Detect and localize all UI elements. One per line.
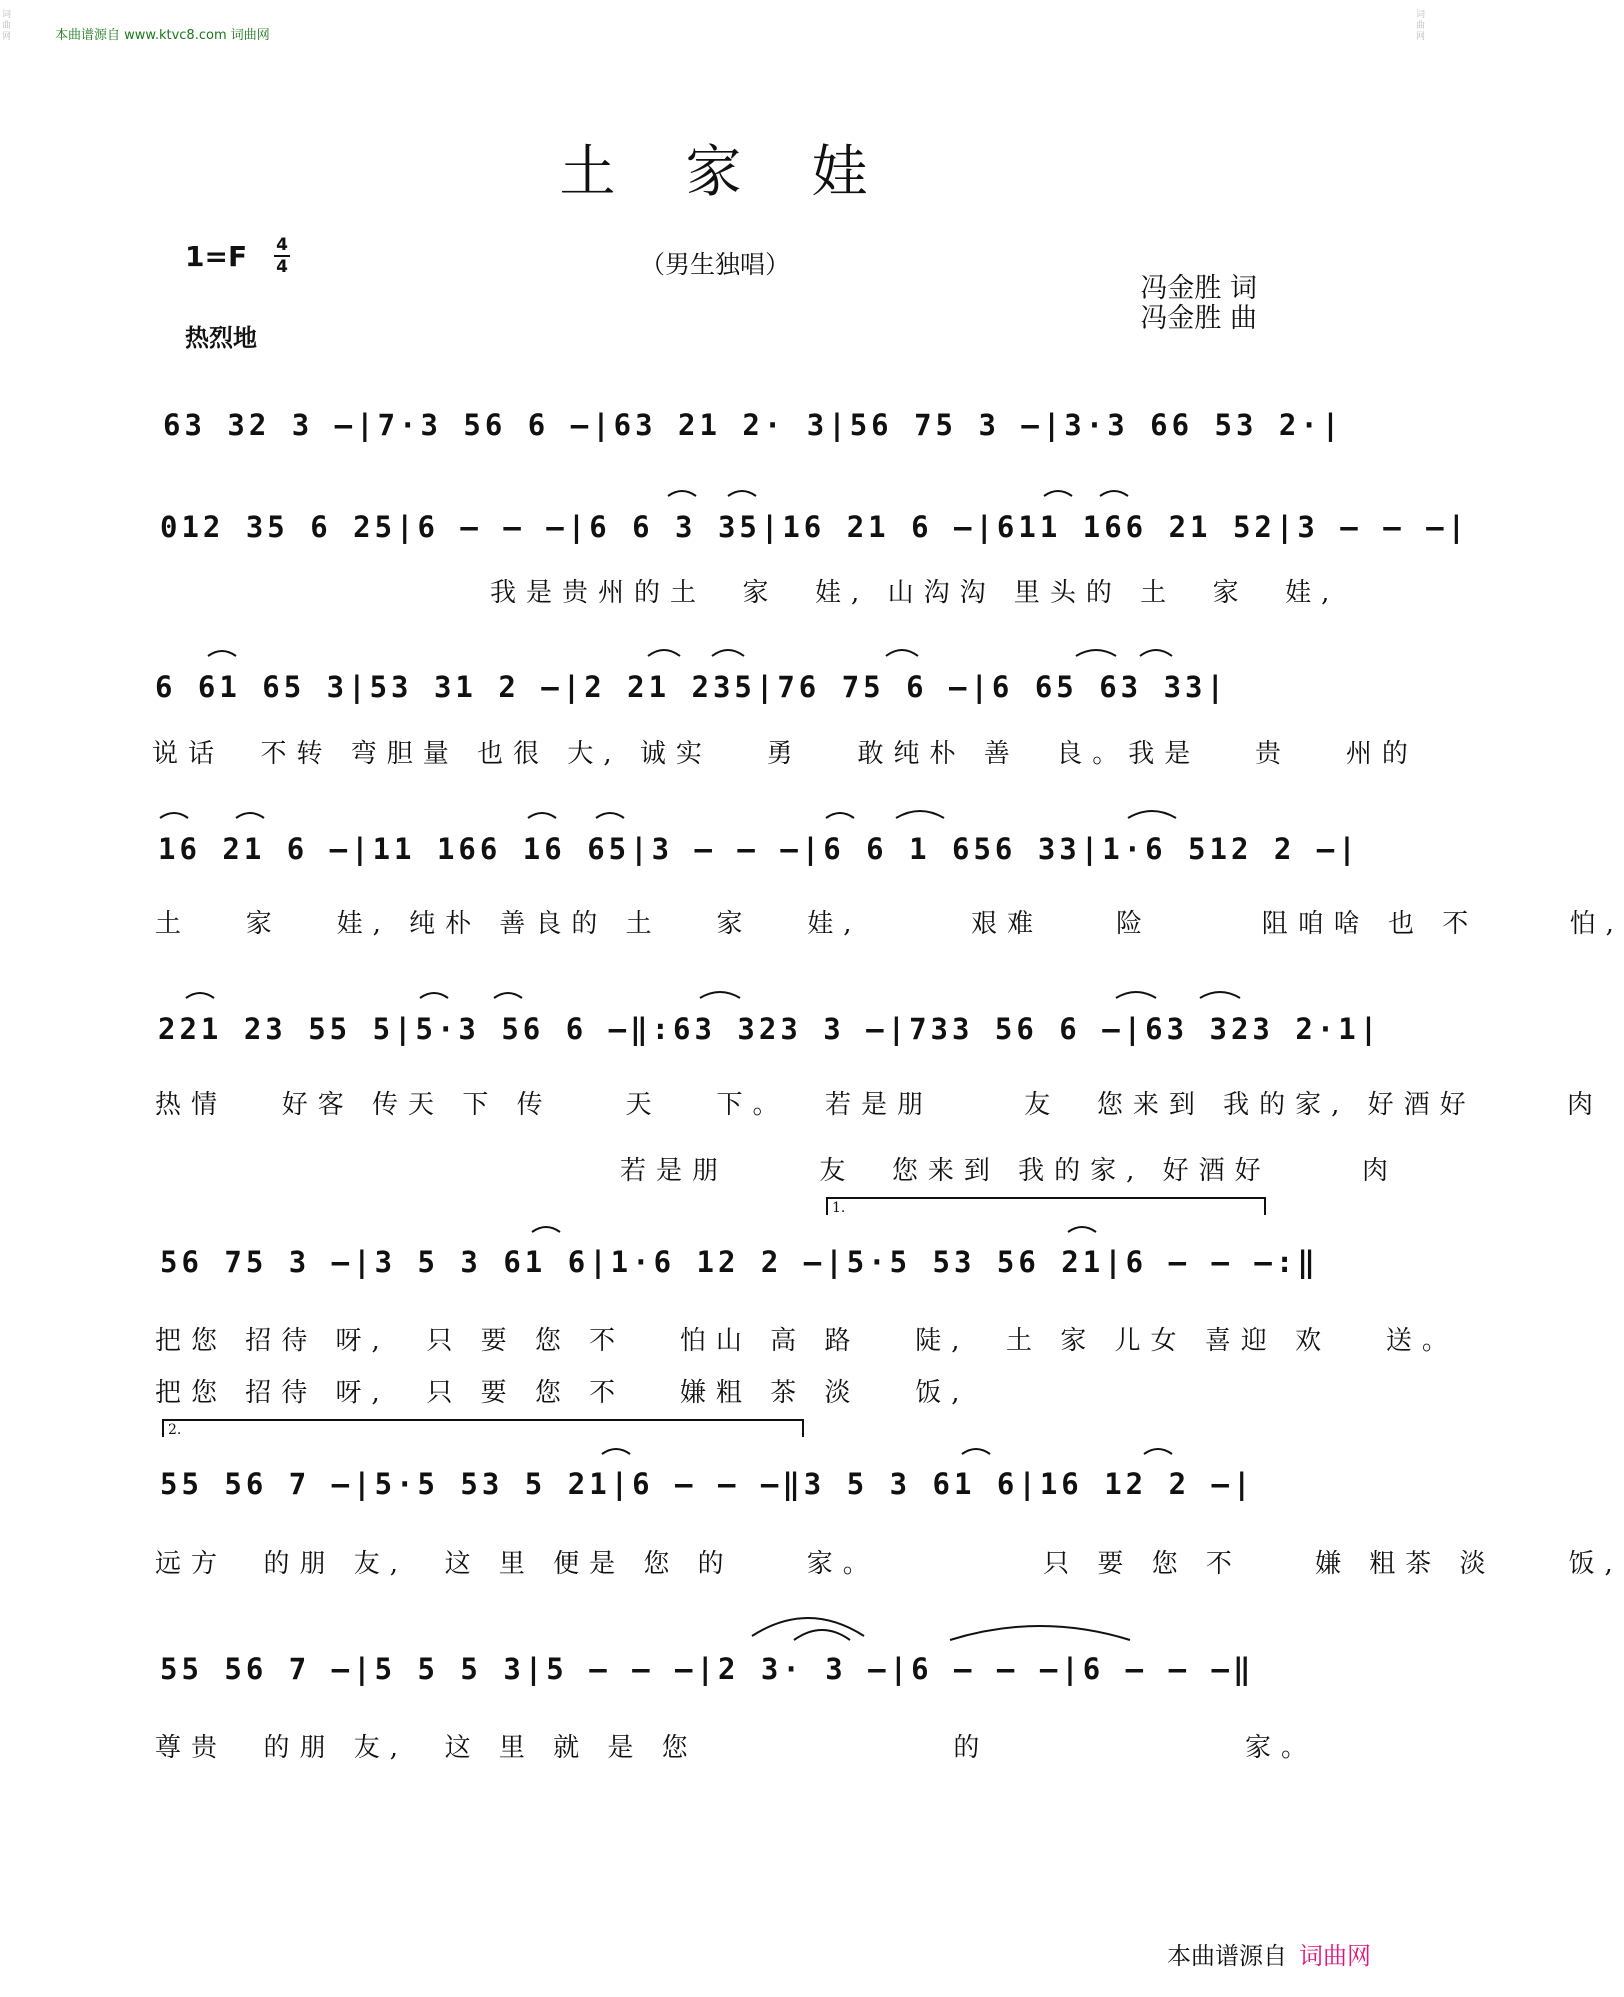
slur: [596, 813, 624, 818]
score-row-4: 16 21 6 –|11 166 16 65|3 – – –|6 6 1 656 33|1·6 512 2 –|: [158, 832, 1360, 866]
score-row-6: 56 75 3 –|3 5 3 61 6|1·6 12 2 –|5·5 53 56 21|6 – – –:‖: [160, 1245, 1319, 1279]
score-row-5: 221 23 55 5|5·3 56 6 –‖:63 323 3 –|733 56 6 –|63 323 2·1|: [158, 1012, 1382, 1046]
lyric-line-5: 若是朋 友 您来到 我的家, 好酒好 肉: [620, 1156, 1398, 1186]
slur: [700, 992, 740, 998]
composer-credit: 冯金胜 曲: [1140, 303, 1257, 334]
slur: [236, 813, 264, 818]
lyric-line-2: 说话 不转 弯胆量 也很 大, 诚实 勇 敢纯朴 善 良。我是 贵 州的: [152, 739, 1418, 769]
slur: [794, 1630, 850, 1640]
lyric-line-3: 土 家 娃, 纯朴 善良的 土 家 娃, 艰难 险 阻咱啥 也 不 怕,: [155, 909, 1624, 939]
volta-label-2: 2.: [168, 1422, 182, 1438]
lyric-line-8: 远方 的朋 友, 这 里 便是 您 的 家。 只 要 您 不 嫌 粗茶 淡 饭,: [155, 1549, 1623, 1579]
key-signature: 1=F: [185, 240, 248, 273]
slur: [160, 813, 188, 818]
slur: [712, 650, 744, 656]
tempo-marking: 热烈地: [185, 324, 257, 352]
slur: [826, 813, 854, 818]
lyric-line-7: 把您 招待 呀, 只 要 您 不 嫌粗 茶 淡 饭,: [155, 1378, 970, 1408]
lyricist-credit: 冯金胜 词: [1140, 273, 1257, 304]
slur: [494, 993, 522, 998]
slur: [1200, 992, 1240, 998]
score-row-1: 63 32 3 –|7·3 56 6 –|63 21 2· 3|56 75 3 –|3·3 66 53 2·|: [163, 408, 1344, 442]
slur: [1128, 811, 1176, 818]
side-watermark-right: 词 曲 网: [1415, 10, 1425, 42]
lyric-line-9: 尊贵 的朋 友, 这 里 就 是 您 的 家。: [155, 1733, 1318, 1763]
slur: [1068, 1227, 1096, 1232]
lyric-line-4: 热情 好客 传天 下 传 天 下。 若是朋 友 您来到 我的家, 好酒好 肉: [155, 1090, 1603, 1120]
score-row-3: 6 61 65 3|53 31 2 –|2 21 235|76 75 6 –|6 65 63 33|: [155, 670, 1228, 704]
slur: [532, 1227, 560, 1232]
slur: [896, 811, 944, 818]
lyric-line-6: 把您 招待 呀, 只 要 您 不 怕山 高 路 陡, 土 家 儿女 喜迎 欢 送。: [155, 1326, 1458, 1356]
score-row-2: 012 35 6 25|6 – – –|6 6 3 35|16 21 6 –|611 166 21 52|3 – – –|: [160, 510, 1470, 544]
time-sig-top: 4: [276, 235, 288, 255]
slur: [1044, 491, 1072, 496]
slur: [648, 650, 680, 656]
slur: [1116, 992, 1156, 998]
side-watermark-left: 词 曲 网: [2, 10, 12, 42]
watermark-site-link[interactable]: 词曲网: [1299, 1942, 1371, 1970]
slur: [528, 813, 556, 818]
watermark-bottom: [1167, 1936, 1371, 1971]
slur: [886, 650, 918, 656]
slur: [728, 491, 756, 496]
score-row-7: 55 56 7 –|5·5 53 5 21|6 – – –‖3 5 3 61 6|16 12 2 –|: [160, 1467, 1255, 1501]
slur: [186, 993, 214, 998]
slur: [208, 651, 236, 656]
lyric-line-1: 我是贵州的土 家 娃, 山沟沟 里头的 土 家 娃,: [490, 578, 1340, 608]
slur: [1076, 650, 1116, 656]
slur: [1144, 1449, 1172, 1454]
slur: [1140, 650, 1172, 656]
performer: （男生独唱）: [640, 250, 791, 279]
slur: [1100, 491, 1128, 496]
slur: [602, 1449, 630, 1454]
slur: [962, 1449, 990, 1454]
watermark-top: 本曲谱源自 www.ktvc8.com 词曲网: [55, 28, 270, 43]
slur: [950, 1626, 1130, 1640]
song-title: 土家娃: [559, 140, 938, 205]
volta-label-1: 1.: [832, 1200, 846, 1216]
watermark-source: 本曲谱源自: [1167, 1942, 1287, 1970]
slur: [420, 993, 448, 998]
time-sig-bottom: 4: [276, 257, 288, 277]
score-row-8: 55 56 7 –|5 5 5 3|5 – – –|2 3· 3 –|6 – – –|6 – – –‖: [160, 1652, 1255, 1686]
slur: [668, 491, 696, 496]
